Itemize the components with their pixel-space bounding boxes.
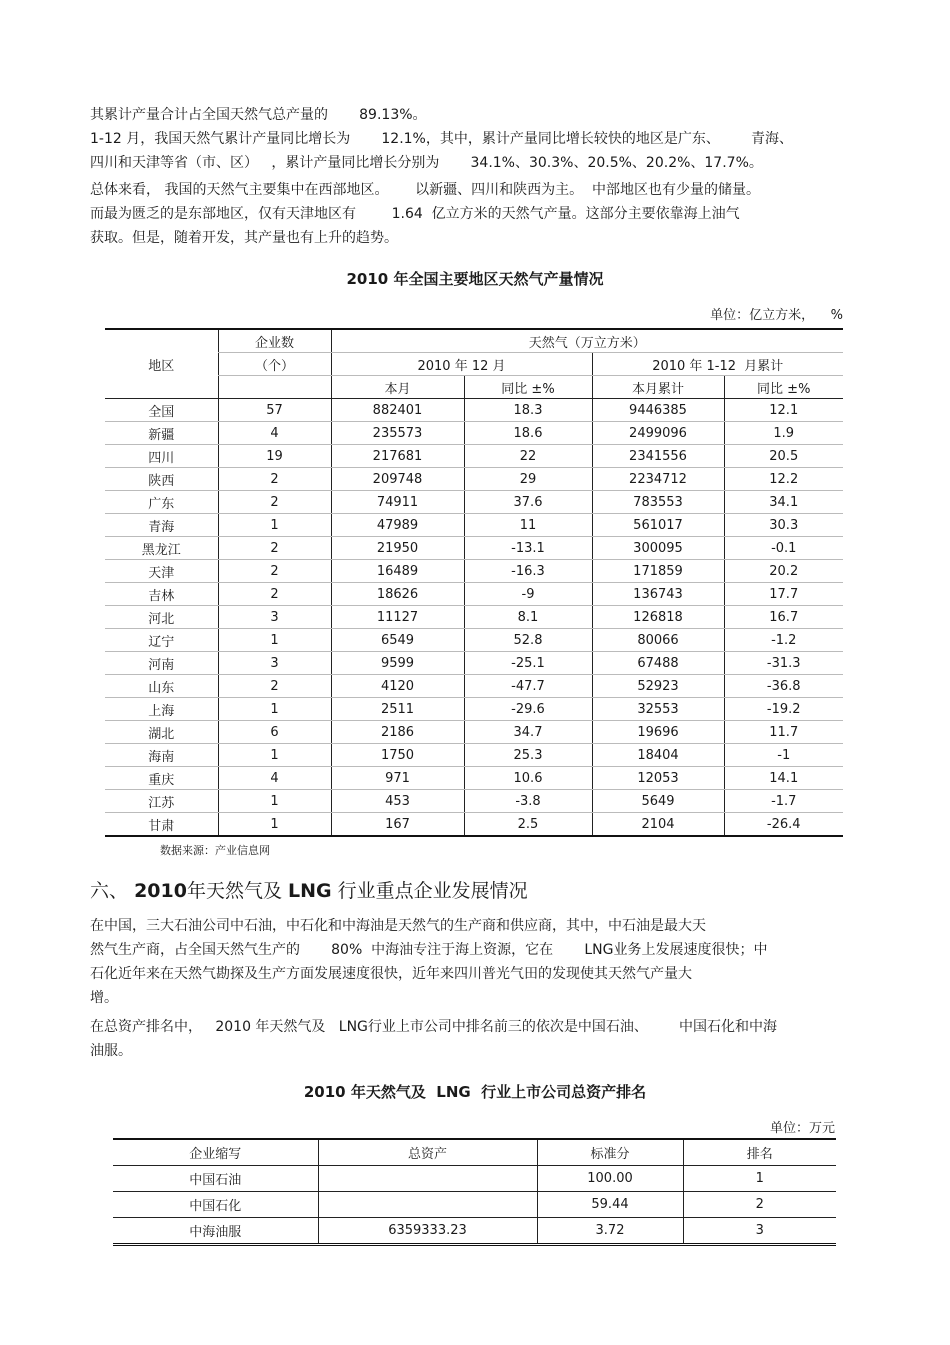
header-dec-2010: 2010 年 12 月 <box>331 353 592 376</box>
table-cell: 中国石油 <box>113 1166 318 1192</box>
table-cell: 4 <box>218 767 331 790</box>
table-cell: 2186 <box>331 721 464 744</box>
table-row <box>113 1166 836 1192</box>
table-cell: 453 <box>331 790 464 813</box>
table-cell: 1 <box>218 744 331 767</box>
table-cell: -47.7 <box>464 675 592 698</box>
header-region: 地区 <box>105 329 218 399</box>
table-cell: 34.7 <box>464 721 592 744</box>
header-rank: 排名 <box>683 1139 836 1166</box>
table-cell: 海南 <box>105 744 218 767</box>
body-paragraph-1 <box>90 914 767 1010</box>
table-cell: 11.7 <box>724 721 843 744</box>
text-line: 然气生产商，占全国天然气生产的 80% 中海油专注于海上资源，它在 LNG业务上发展速度很快；中 <box>90 942 768 958</box>
table-cell: 18404 <box>592 744 724 767</box>
table-cell: 34.1 <box>724 491 843 514</box>
table-cell: 561017 <box>592 514 724 537</box>
text-line: 1-12 月，我国天然气累计产量同比增长为 12.1%，其中，累计产量同比增长较快的地区是广东、 青海、 <box>90 131 793 147</box>
table-cell <box>318 1166 537 1192</box>
table-cell: 江苏 <box>105 790 218 813</box>
table-row <box>105 583 843 606</box>
table-cell: 18626 <box>331 583 464 606</box>
table-cell: 52.8 <box>464 629 592 652</box>
table-cell: 4120 <box>331 675 464 698</box>
header-cumulative: 本月累计 <box>592 376 724 399</box>
table-cell: 新疆 <box>105 422 218 445</box>
table-cell: -1 <box>724 744 843 767</box>
table-cell: -13.1 <box>464 537 592 560</box>
table-cell: 882401 <box>331 399 464 422</box>
header-yoy-cumulative: 同比 ±% <box>724 376 843 399</box>
table-cell: 6359333.23 <box>318 1218 537 1245</box>
table-cell: 37.6 <box>464 491 592 514</box>
header-enterprises-unit: （个） <box>218 353 331 376</box>
gas-production-table <box>105 328 843 837</box>
table-cell: 上海 <box>105 698 218 721</box>
table-row <box>105 422 843 445</box>
table-cell: 12.2 <box>724 468 843 491</box>
text-line: 其累计产量合计占全国天然气总产量的 89.13%。 <box>90 107 427 123</box>
table-cell: 217681 <box>331 445 464 468</box>
table-cell: 20.2 <box>724 560 843 583</box>
table-cell: 河北 <box>105 606 218 629</box>
header-yoy-month: 同比 ±% <box>464 376 592 399</box>
section-text-2: 行业重点企业发展情况 <box>337 880 528 902</box>
body-paragraph-2 <box>90 1015 777 1063</box>
table-cell: -9 <box>464 583 592 606</box>
table-cell: 湖北 <box>105 721 218 744</box>
table-cell: 5649 <box>592 790 724 813</box>
table-cell: 山东 <box>105 675 218 698</box>
table-cell: 8.1 <box>464 606 592 629</box>
table-row <box>105 445 843 468</box>
table2-header-row <box>113 1139 836 1166</box>
text-line: 四川和天津等省（市、区） ，累计产量同比增长分别为 34.1%、30.3%、20.5%、20.2%、17.7%。 <box>90 155 763 171</box>
table-cell: 2 <box>218 583 331 606</box>
table-cell: 2 <box>683 1192 836 1218</box>
table-cell: 11127 <box>331 606 464 629</box>
header-cum-2010: 2010 年 1-12 月累计 <box>592 353 843 376</box>
table-cell: 20.5 <box>724 445 843 468</box>
table-row <box>105 537 843 560</box>
table-row <box>105 767 843 790</box>
table-cell: 3 <box>218 652 331 675</box>
table-cell: 1.9 <box>724 422 843 445</box>
intro-paragraph-3 <box>90 178 760 250</box>
text-line: 获取。但是，随着开发，其产量也有上升的趋势。 <box>90 230 398 246</box>
table-cell: 10.6 <box>464 767 592 790</box>
section-text-1: 年天然气及 <box>186 880 282 902</box>
table-cell: -25.1 <box>464 652 592 675</box>
table-cell: -19.2 <box>724 698 843 721</box>
table-cell: 29 <box>464 468 592 491</box>
table-cell: 74911 <box>331 491 464 514</box>
table-cell: 2234712 <box>592 468 724 491</box>
table-cell: 209748 <box>331 468 464 491</box>
data-source: 数据来源：产业信息网 <box>160 844 270 857</box>
table-row <box>105 698 843 721</box>
table-cell: 2 <box>218 537 331 560</box>
table-cell: 167 <box>331 813 464 837</box>
table-cell: 67488 <box>592 652 724 675</box>
table-cell: -3.8 <box>464 790 592 813</box>
table-row <box>105 744 843 767</box>
section-year: 2010 <box>134 880 187 902</box>
table-cell: 辽宁 <box>105 629 218 652</box>
table-cell: 1 <box>218 629 331 652</box>
table-cell: 陕西 <box>105 468 218 491</box>
table-cell: 1 <box>218 790 331 813</box>
header-enterprises: 企业数 <box>218 329 331 353</box>
table-cell: 11 <box>464 514 592 537</box>
table-row <box>105 606 843 629</box>
table-cell: 57 <box>218 399 331 422</box>
table-cell: 22 <box>464 445 592 468</box>
intro-paragraph-2 <box>90 127 793 175</box>
table-row <box>105 813 843 837</box>
intro-paragraph-1 <box>90 103 427 127</box>
table-cell: 1750 <box>331 744 464 767</box>
table-cell: 2 <box>218 468 331 491</box>
table-cell: 6 <box>218 721 331 744</box>
table-row <box>105 721 843 744</box>
table-cell: -31.3 <box>724 652 843 675</box>
table-cell: 2 <box>218 560 331 583</box>
table-cell: 30.3 <box>724 514 843 537</box>
table-cell: 80066 <box>592 629 724 652</box>
table-cell: 16.7 <box>724 606 843 629</box>
section-lng: LNG <box>288 880 332 902</box>
table-row <box>105 560 843 583</box>
table-cell: 3 <box>683 1218 836 1245</box>
table-row <box>105 491 843 514</box>
table-cell: 2 <box>218 491 331 514</box>
table-cell: 136743 <box>592 583 724 606</box>
table-cell: 18.3 <box>464 399 592 422</box>
table1-unit: 单位：亿立方米， % <box>710 308 843 323</box>
table-cell: 2 <box>218 675 331 698</box>
table-cell: 14.1 <box>724 767 843 790</box>
table-cell: 青海 <box>105 514 218 537</box>
table-cell: 吉林 <box>105 583 218 606</box>
table-cell: 100.00 <box>537 1166 683 1192</box>
table-cell: -36.8 <box>724 675 843 698</box>
table-cell: 四川 <box>105 445 218 468</box>
table-cell: 17.7 <box>724 583 843 606</box>
table-cell: 9446385 <box>592 399 724 422</box>
header-month: 本月 <box>331 376 464 399</box>
table-cell: 19696 <box>592 721 724 744</box>
table-cell: -1.7 <box>724 790 843 813</box>
text-line: 增。 <box>90 990 118 1006</box>
table-cell: 中海油服 <box>113 1218 318 1245</box>
table-cell: 1 <box>218 514 331 537</box>
table-cell: 32553 <box>592 698 724 721</box>
table-cell: 126818 <box>592 606 724 629</box>
text-line: 而最为匮乏的是东部地区，仅有天津地区有 1.64 亿立方米的天然气产量。这部分主要依靠海上油气 <box>90 206 740 222</box>
text-line: 在总资产排名中， 2010 年天然气及 LNG行业上市公司中排名前三的依次是中国石油、 中国石化和中海 <box>90 1019 778 1035</box>
text-line: 在中国，三大石油公司中石油，中石化和中海油是天然气的生产商和供应商，其中，中石油是最大天 <box>90 918 706 934</box>
table-cell: 全国 <box>105 399 218 422</box>
table-cell: 3.72 <box>537 1218 683 1245</box>
table-cell: 21950 <box>331 537 464 560</box>
table-cell: 1 <box>218 813 331 837</box>
table-cell: 25.3 <box>464 744 592 767</box>
table-cell <box>318 1192 537 1218</box>
table-cell: 171859 <box>592 560 724 583</box>
table-cell: 1 <box>218 698 331 721</box>
table-cell: -26.4 <box>724 813 843 837</box>
table2-body <box>113 1166 836 1245</box>
section-heading <box>90 876 528 903</box>
table1-title: 2010 年全国主要地区天然气产量情况 <box>346 270 604 288</box>
table-cell: 河南 <box>105 652 218 675</box>
table-cell: 783553 <box>592 491 724 514</box>
table-cell: 235573 <box>331 422 464 445</box>
table-cell: 4 <box>218 422 331 445</box>
table-cell: 2511 <box>331 698 464 721</box>
table-cell: 广东 <box>105 491 218 514</box>
table-cell: 52923 <box>592 675 724 698</box>
table-row <box>105 652 843 675</box>
table-cell: 3 <box>218 606 331 629</box>
table-cell: 16489 <box>331 560 464 583</box>
table-row <box>105 675 843 698</box>
text-line: 总体来看， 我国的天然气主要集中在西部地区。 以新疆、四川和陕西为主。 中部地区也有少量的储量。 <box>90 182 761 198</box>
table-row <box>105 629 843 652</box>
text-line: 油服。 <box>90 1043 132 1059</box>
table-cell: -1.2 <box>724 629 843 652</box>
table-cell: 中国石化 <box>113 1192 318 1218</box>
table-row <box>113 1218 836 1245</box>
table1-body <box>105 399 843 837</box>
header-score: 标准分 <box>537 1139 683 1166</box>
table-cell: 47989 <box>331 514 464 537</box>
table-row <box>105 468 843 491</box>
table-cell: 12053 <box>592 767 724 790</box>
header-gas: 天然气（万立方米） <box>331 329 843 353</box>
table-cell: -16.3 <box>464 560 592 583</box>
table-cell: 2104 <box>592 813 724 837</box>
table-cell: 2499096 <box>592 422 724 445</box>
table-cell: 甘肃 <box>105 813 218 837</box>
table-cell: 300095 <box>592 537 724 560</box>
table-cell: 971 <box>331 767 464 790</box>
text-line: 石化近年来在天然气勘探及生产方面发展速度很快，近年来四川普光气田的发现使其天然气产量大 <box>90 966 692 982</box>
table-cell: -0.1 <box>724 537 843 560</box>
table-cell: 2341556 <box>592 445 724 468</box>
table-cell: -29.6 <box>464 698 592 721</box>
table-cell: 重庆 <box>105 767 218 790</box>
table-cell: 59.44 <box>537 1192 683 1218</box>
table-cell: 18.6 <box>464 422 592 445</box>
section-number: 六、 <box>90 880 129 902</box>
table-cell: 1 <box>683 1166 836 1192</box>
table-cell: 2.5 <box>464 813 592 837</box>
table-row <box>105 790 843 813</box>
table2-unit: 单位：万元 <box>769 1121 835 1136</box>
table-row <box>105 399 843 422</box>
table-cell: 9599 <box>331 652 464 675</box>
header-total-assets: 总资产 <box>318 1139 537 1166</box>
table-cell: 19 <box>218 445 331 468</box>
table-cell: 黑龙江 <box>105 537 218 560</box>
header-company: 企业缩写 <box>113 1139 318 1166</box>
table-row <box>105 514 843 537</box>
table-cell: 天津 <box>105 560 218 583</box>
asset-ranking-table <box>113 1138 836 1246</box>
table-row <box>113 1192 836 1218</box>
header-blank <box>218 376 331 399</box>
table-cell: 12.1 <box>724 399 843 422</box>
table-cell: 6549 <box>331 629 464 652</box>
table2-title: 2010 年天然气及 LNG 行业上市公司总资产排名 <box>303 1083 647 1101</box>
